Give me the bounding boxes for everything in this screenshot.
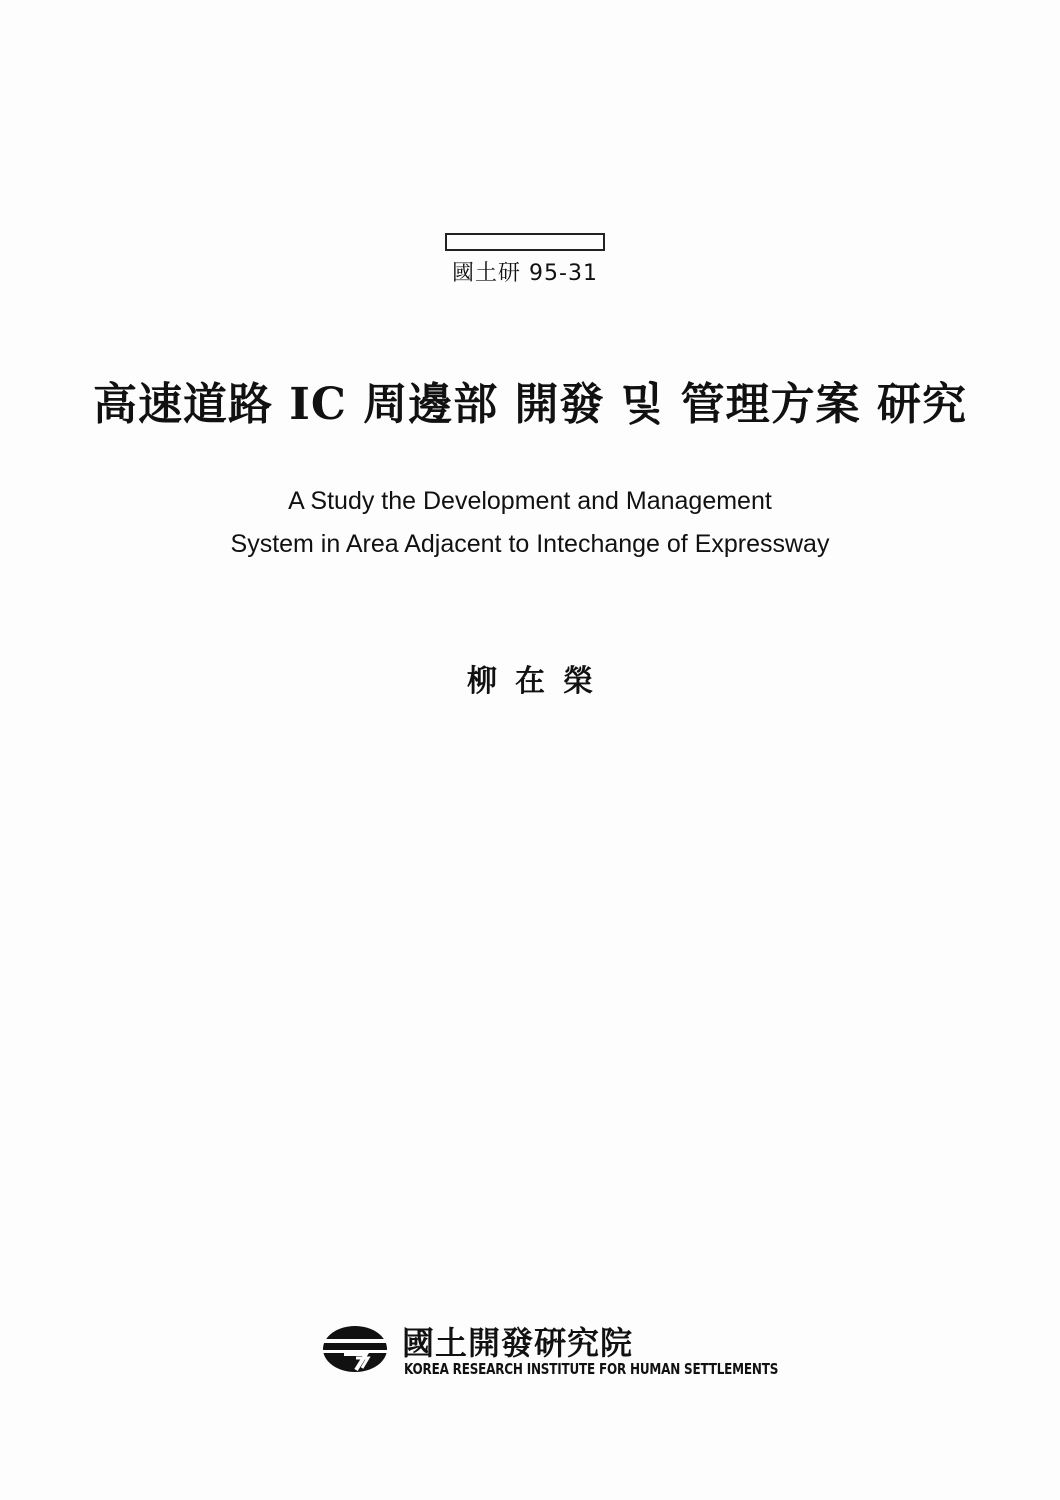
english-title-line-2: System in Area Adjacent to Intechange of Expressway [230, 530, 830, 558]
english-title-line-1: A Study the Development and Management [288, 487, 772, 515]
report-number: 國土研 95-31 [452, 261, 598, 286]
institute-name-korean: 國土開發硏究院 [402, 1324, 634, 1362]
institute-name-english: KOREA RESEARCH INSTITUTE FOR HUMAN SETTLEMENTS [404, 1360, 779, 1378]
institute-logo-icon [322, 1324, 388, 1374]
author-name: 柳在榮 [467, 664, 611, 699]
korean-title: 高速道路 IC 周邊部 開發 및 管理方案 研究 [92, 379, 967, 430]
report-number-box [445, 233, 605, 251]
